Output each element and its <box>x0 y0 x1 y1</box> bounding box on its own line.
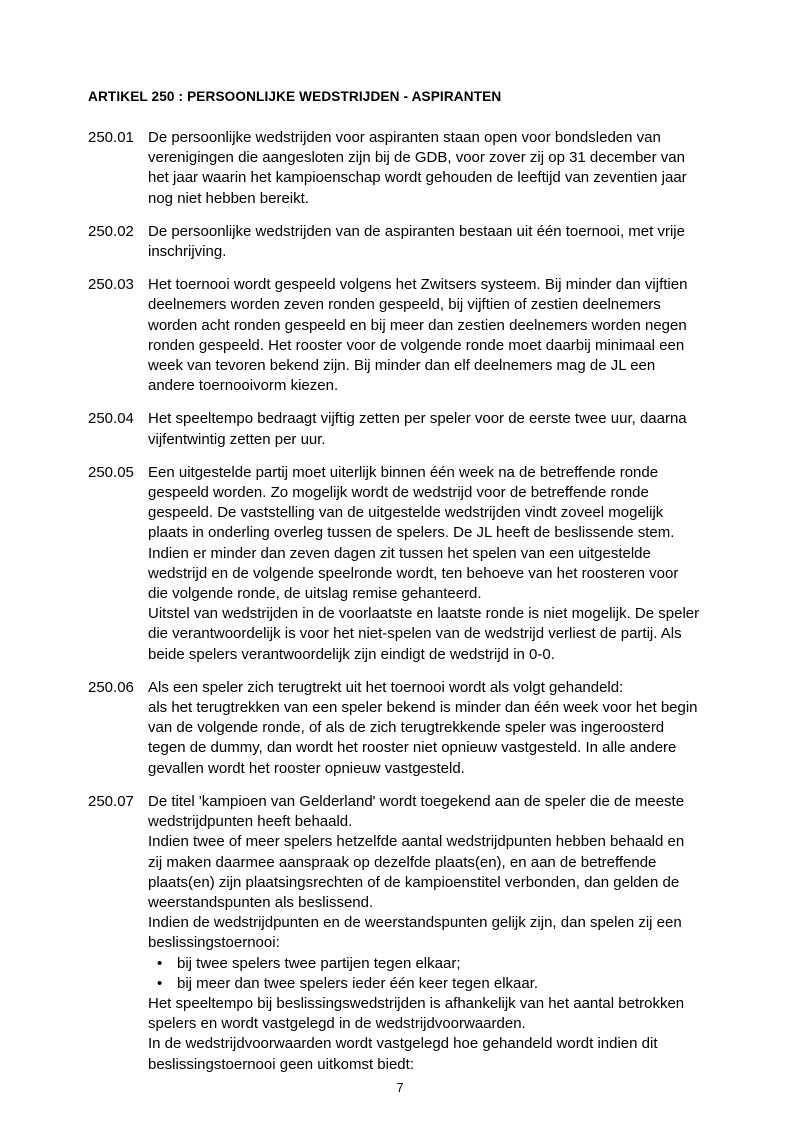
clause-paragraph: Indien er minder dan zeven dagen zit tussen het spelen van een uitgestelde wedstrijd en de volgende speelronde wordt, ten behoeve van het roosteren voor die volgende ronde, de uitslag remise gehanteerd. <box>148 544 679 603</box>
bullet-icon: • <box>157 954 163 972</box>
clause <box>88 275 702 396</box>
clause-paragraph: Het speeltempo bij beslissingswedstrijden is afhankelijk van het aantal betrokken spelers en wordt vastgelegd in de wedstrijdvoorwaarden. <box>148 994 685 1033</box>
clause-body <box>148 128 702 209</box>
document-body <box>88 88 702 1088</box>
list-item <box>148 974 702 994</box>
page-number: 7 <box>396 1080 404 1095</box>
clause-paragraph: als het terugtrekken van een speler bekend is minder dan één week voor het begin van de volgende ronde, of als de zich terugtrekkende speler was ingeroosterd tegen de dummy, dan wordt het rooster niet opnieuw vastgesteld. In alle andere gevallen wordt het rooster opnieuw vastgesteld. <box>148 699 698 777</box>
clause-paragraph: Indien twee of meer spelers hetzelfde aantal wedstrijdpunten hebben behaald en zij maken daarmee aanspraak op dezelfde plaats(en), en aan de betreffende plaats(en) zijn plaatsingsrechten of de kampioenstitel verbonden, dan gelden de weerstandspunten als beslissend. <box>148 833 685 911</box>
clause-paragraph: Een uitgestelde partij moet uiterlijk binnen één week na de betreffende ronde gespeeld worden. Zo mogelijk wordt de wedstrijd voor de betreffende ronde gespeeld. De vaststelling van de uitgestelde wedstrijden vindt zoveel mogelijk plaats in onderling overleg tussen de spelers. De JL heeft de beslissende stem. <box>148 463 675 542</box>
clause-paragraph: De titel 'kampioen van Gelderland' wordt toegekend aan de speler die de meeste wedstrijdpunten heeft behaald. <box>148 792 685 831</box>
clause <box>88 222 702 262</box>
clause-body <box>148 275 702 396</box>
clause-number: 250.04 <box>88 410 134 428</box>
clause <box>88 409 702 449</box>
clause-paragraph: Het toernooi wordt gespeeld volgens het Zwitsers systeem. Bij minder dan vijftien deelnemers worden zeven ronden gespeeld, bij vijftien of zestien deelnemers worden acht ronden gespeeld en bij meer dan zestien deelnemers worden negen ronden gespeeld. Het rooster voor de volgende ronde moet daarbij minimaal een week van tevoren bekend zijn. Bij minder dan elf deelnemers mag de JL een andere toernooivorm kiezen. <box>148 276 688 395</box>
bullet-icon: • <box>157 974 163 992</box>
clause <box>88 463 702 665</box>
clause-number: 250.06 <box>88 678 134 696</box>
clause-paragraph: Het speeltempo bedraagt vijftig zetten per speler voor de eerste twee uur, daarna vijfentwintig zetten per uur. <box>148 410 687 448</box>
page-title: ARTIKEL 250 : PERSOONLIJKE WEDSTRIJDEN - ASPIRANTEN <box>88 89 502 104</box>
clause-paragraph: Indien de wedstrijdpunten en de weerstandspunten gelijk zijn, dan spelen zij een beslissingstoernooi: <box>148 914 682 952</box>
clause-paragraph: In de wedstrijdvoorwaarden wordt vastgelegd hoe gehandeld wordt indien dit beslissingstoernooi geen uitkomst biedt: <box>148 1035 658 1073</box>
clause-number: 250.03 <box>88 276 134 294</box>
clause-list <box>88 128 702 1075</box>
clause <box>88 128 702 209</box>
list-item <box>148 954 702 974</box>
clause-body <box>148 222 702 262</box>
clause <box>88 678 702 779</box>
clause-body <box>148 678 702 779</box>
clause-number: 250.05 <box>88 463 134 481</box>
clause-paragraph: Uitstel van wedstrijden in de voorlaatste en laatste ronde is niet mogelijk. De speler die verantwoordelijk is voor het niet-spelen van de wedstrijd verliest de partij. Als beide spelers verantwoordelijk zijn eindigt de wedstrijd in 0-0. <box>148 605 700 663</box>
clause-paragraph: Als een speler zich terugtrekt uit het toernooi wordt als volgt gehandeld: <box>148 678 624 696</box>
clause-body <box>148 463 702 665</box>
clause-body <box>148 792 702 1075</box>
bullet-list <box>148 954 702 994</box>
clause-number: 250.07 <box>88 792 134 810</box>
clause-number: 250.01 <box>88 129 134 146</box>
clause-number: 250.02 <box>88 222 134 240</box>
clause-body <box>148 409 702 449</box>
clause <box>88 792 702 1075</box>
clause-paragraph: De persoonlijke wedstrijden voor aspiranten staan open voor bondsleden van verenigingen die aangesloten zijn bij de GDB, voor zover zij op 31 december van het jaar waarin het kampioenschap wordt gehouden de leeftijd van zeventien jaar nog niet hebben bereikt. <box>148 129 687 207</box>
list-item-label: bij meer dan twee spelers ieder één keer tegen elkaar. <box>177 974 539 992</box>
clause-paragraph: De persoonlijke wedstrijden van de aspiranten bestaan uit één toernooi, met vrije inschrijving. <box>148 222 685 261</box>
list-item-label: bij twee spelers twee partijen tegen elkaar; <box>177 954 461 972</box>
